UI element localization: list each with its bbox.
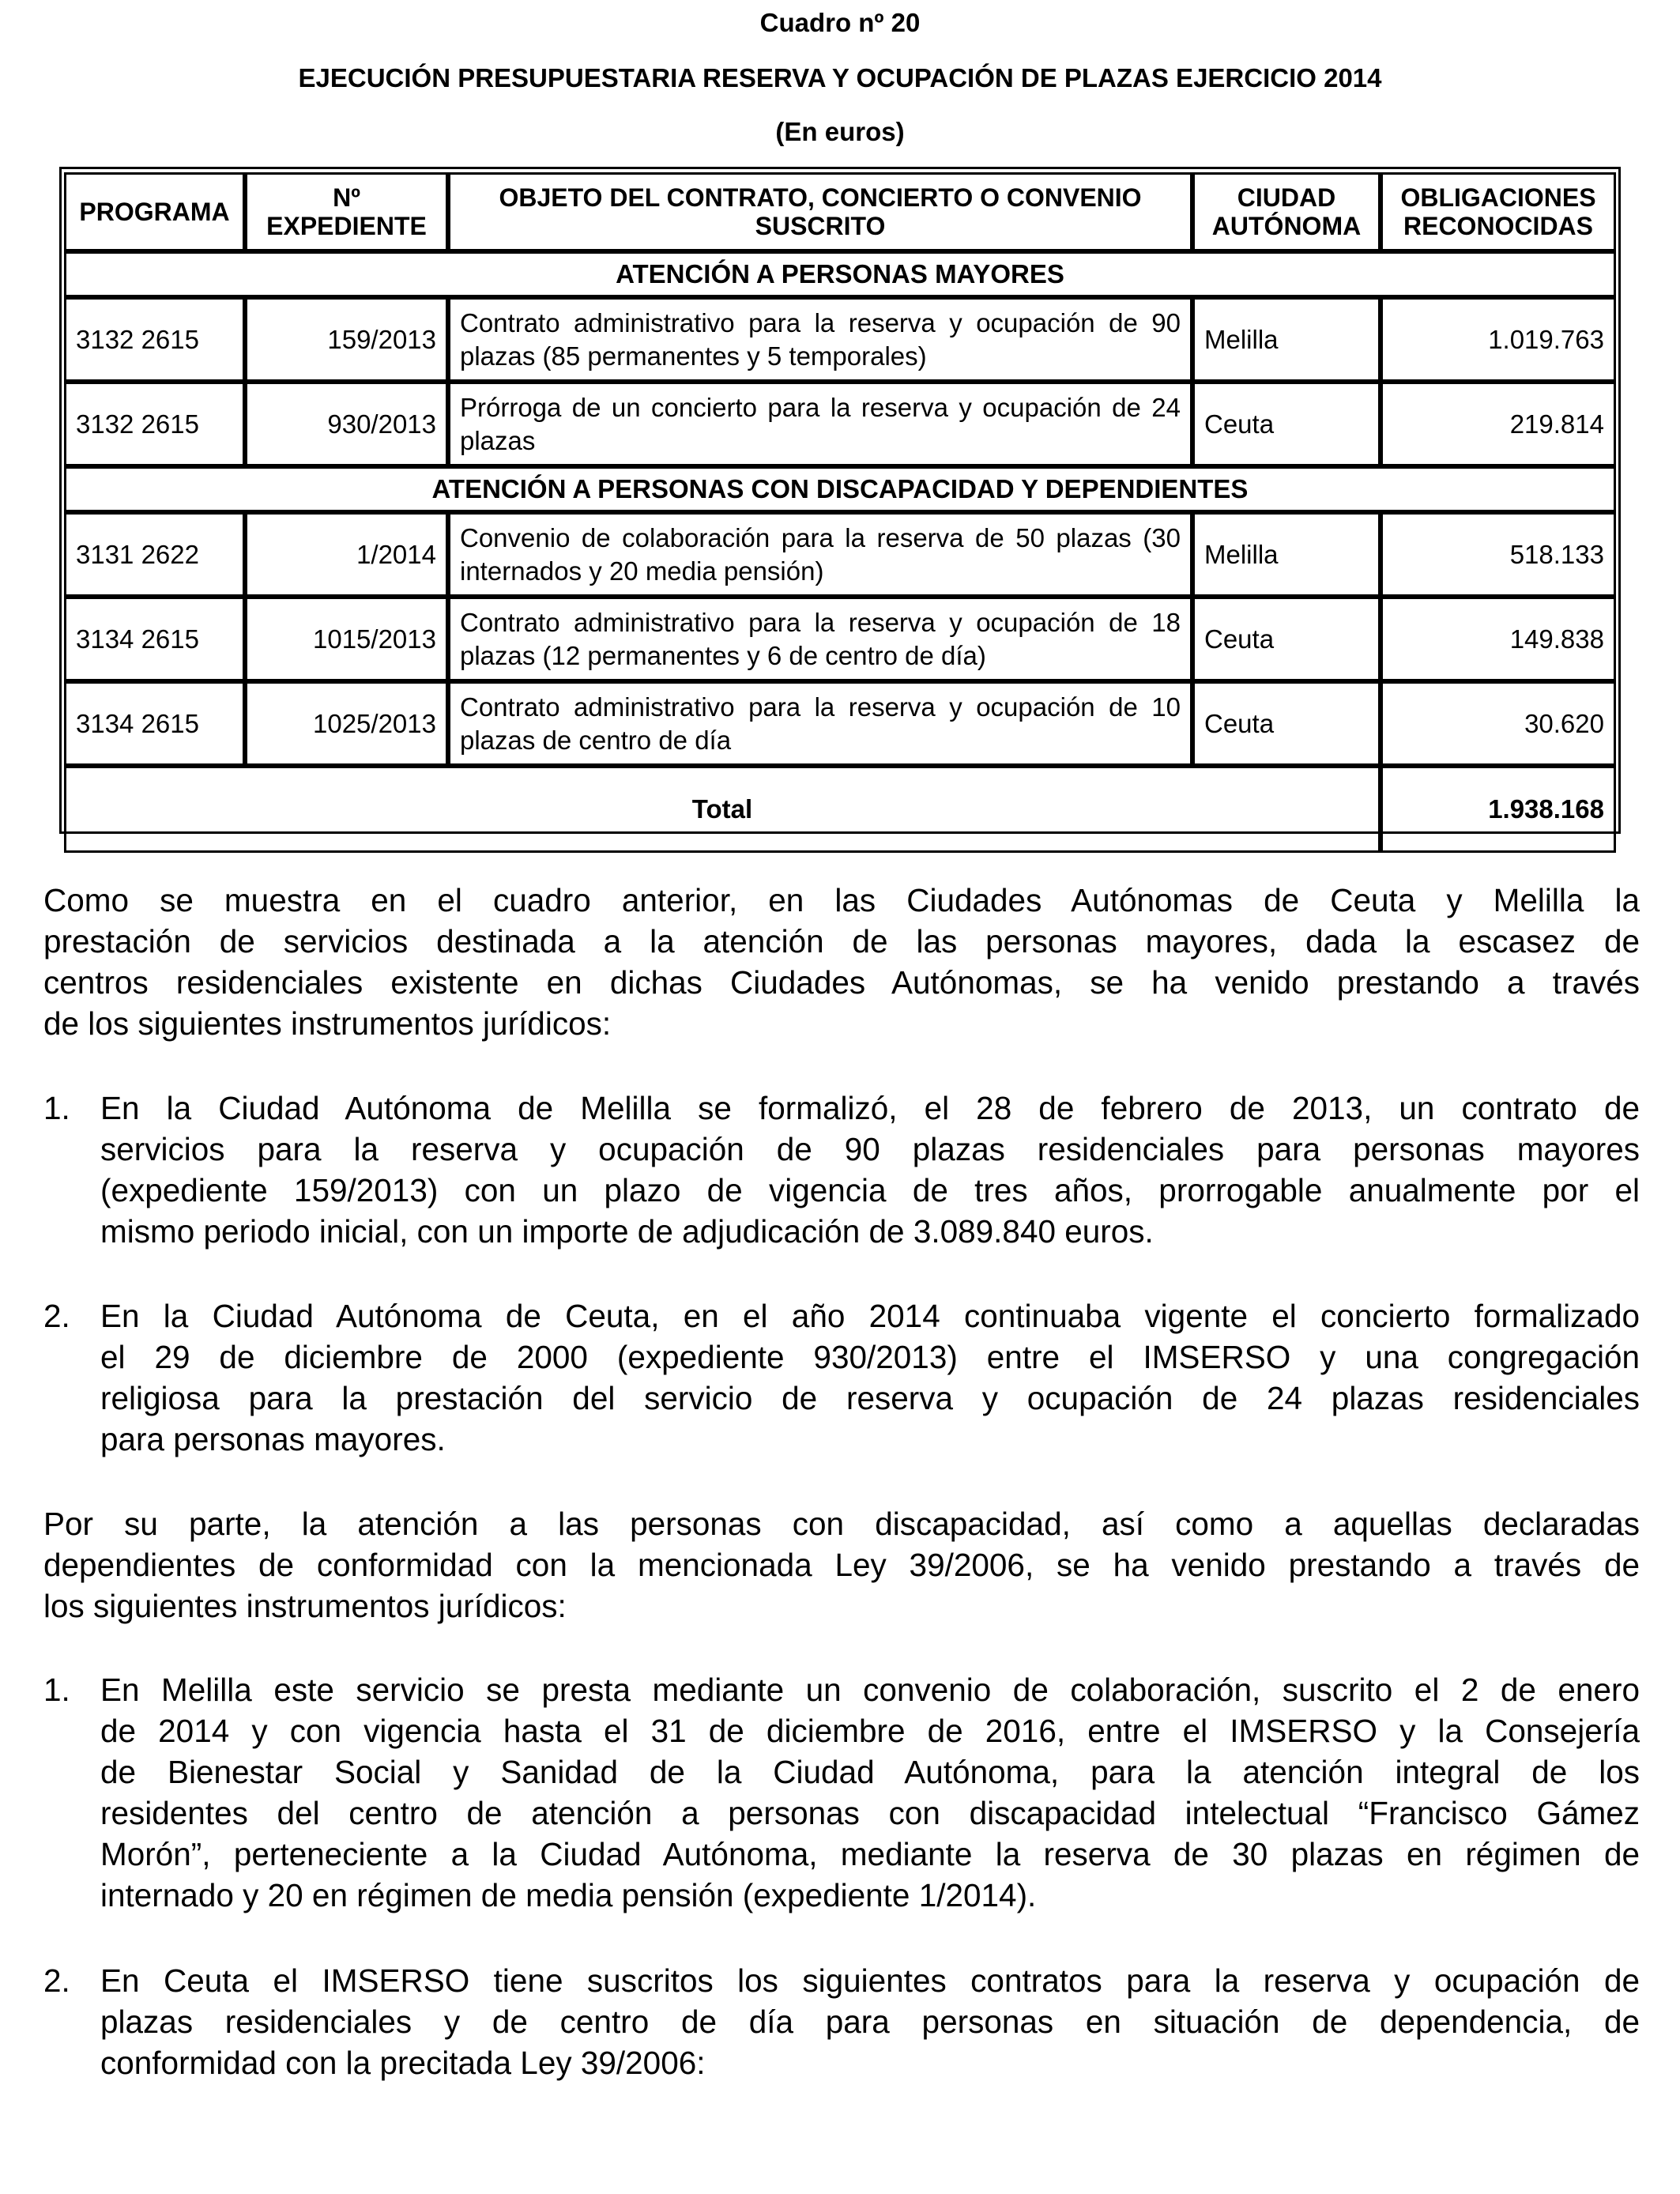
col-header-expediente: Nº EXPEDIENTE — [245, 172, 448, 251]
list-number: 1. — [43, 1672, 70, 1708]
list-item-text — [100, 1960, 1640, 2083]
table-row — [64, 512, 1616, 597]
text-line: de 2014 y con vigencia hasta el 31 de diciembre de 2016, entre el IMSERSO y la Consejería — [100, 1713, 1640, 1749]
text-line: Como se muestra en el cuadro anterior, en las Ciudades Autónomas de Ceuta y Melilla la — [43, 882, 1640, 918]
cell-programa: 3134 2615 — [64, 597, 245, 681]
col-header-obligaciones: OBLIGACIONES RECONOCIDAS — [1381, 172, 1616, 251]
text-line: los siguientes instrumentos jurídicos: — [43, 1588, 567, 1624]
text-line: mismo periodo inicial, con un importe de adjudicación de 3.089.840 euros. — [100, 1213, 1154, 1250]
text-line: internado y 20 en régimen de media pensión (expediente 1/2014). — [100, 1877, 1037, 1913]
table-caption: Cuadro nº 20 — [759, 8, 921, 37]
cell-programa: 3132 2615 — [64, 297, 245, 382]
cell-importe: 1.019.763 — [1381, 297, 1616, 382]
text-line: servicios para la reserva y ocupación de 90 plazas residenciales para personas mayores — [100, 1131, 1640, 1167]
table-units: (En euros) — [775, 117, 905, 146]
text-line: En Ceuta el IMSERSO tiene suscritos los siguientes contratos para la reserva y ocupación de — [100, 1962, 1640, 1999]
section-row-discapacidad — [64, 466, 1616, 512]
text-line: para personas mayores. — [100, 1421, 446, 1457]
section-title: ATENCIÓN A PERSONAS CON DISCAPACIDAD Y DEPENDIENTES — [64, 466, 1616, 512]
table-header-row — [64, 172, 1616, 251]
list-item-text — [100, 1669, 1640, 1916]
cell-importe: 518.133 — [1381, 512, 1616, 597]
list-number: 2. — [43, 1962, 70, 1999]
cell-ciudad: Ceuta — [1192, 382, 1381, 466]
cell-programa: 3131 2622 — [64, 512, 245, 597]
cell-programa: 3132 2615 — [64, 382, 245, 466]
cell-expediente: 159/2013 — [245, 297, 448, 382]
cell-programa: 3134 2615 — [64, 681, 245, 766]
text-line: (expediente 159/2013) con un plazo de vigencia de tres años, prorrogable anualmente por el — [100, 1172, 1640, 1208]
list-item-text — [100, 1295, 1640, 1460]
col-header-ciudad: CIUDAD AUTÓNOMA — [1192, 172, 1381, 251]
cell-expediente: 1025/2013 — [245, 681, 448, 766]
text-line: de los siguientes instrumentos jurídicos: — [43, 1005, 612, 1042]
col-header-programa: PROGRAMA — [64, 172, 245, 251]
text-line: residentes del centro de atención a personas con discapacidad intelectual “Francisco Gámez — [100, 1795, 1640, 1831]
table-row — [64, 681, 1616, 766]
cell-ciudad: Ceuta — [1192, 681, 1381, 766]
text-line: el 29 de diciembre de 2000 (expediente 930/2013) entre el IMSERSO y una congregación — [100, 1339, 1640, 1375]
text-line: de Bienestar Social y Sanidad de la Ciudad Autónoma, para la atención integral de los — [100, 1754, 1640, 1790]
cell-expediente: 930/2013 — [245, 382, 448, 466]
section-row-mayores — [64, 251, 1616, 297]
table-row — [64, 597, 1616, 681]
cell-importe: 30.620 — [1381, 681, 1616, 766]
text-line: dependientes de conformidad con la mencionada Ley 39/2006, se ha venido prestando a través de — [43, 1547, 1640, 1583]
list-number: 2. — [43, 1298, 70, 1334]
cell-expediente: 1/2014 — [245, 512, 448, 597]
text-line: En la Ciudad Autónoma de Melilla se formalizó, el 28 de febrero de 2013, un contrato de — [100, 1090, 1640, 1126]
cell-objeto: Contrato administrativo para la reserva y ocupación de 90 plazas (85 permanentes y 5 temporales) — [448, 297, 1192, 382]
intro-paragraph — [43, 880, 1640, 1044]
text-line: Por su parte, la atención a las personas con discapacidad, así como a aquellas declaradas — [43, 1506, 1640, 1542]
cell-importe: 219.814 — [1381, 382, 1616, 466]
total-value: 1.938.168 — [1381, 766, 1616, 853]
text-line: centros residenciales existente en dichas Ciudades Autónomas, se ha venido prestando a través — [43, 964, 1640, 1001]
text-line: conformidad con la precitada Ley 39/2006: — [100, 2045, 706, 2081]
budget-table — [64, 172, 1616, 853]
cell-ciudad: Melilla — [1192, 512, 1381, 597]
text-line: Morón”, perteneciente a la Ciudad Autónoma, mediante la reserva de 30 plazas en régimen de — [100, 1836, 1640, 1872]
text-line: religiosa para la prestación del servicio de reserva y ocupación de 24 plazas residenciales — [100, 1380, 1640, 1416]
text-line: En la Ciudad Autónoma de Ceuta, en el año 2014 continuaba vigente el concierto formalizado — [100, 1298, 1640, 1334]
text-line: plazas residenciales y de centro de día para personas en situación de dependencia, de — [100, 2004, 1640, 2040]
middle-paragraph — [43, 1503, 1640, 1627]
cell-objeto: Contrato administrativo para la reserva y ocupación de 10 plazas de centro de día — [448, 681, 1192, 766]
table-total-row — [64, 766, 1616, 853]
cell-importe: 149.838 — [1381, 597, 1616, 681]
list-item-text — [100, 1088, 1640, 1252]
cell-objeto: Prórroga de un concierto para la reserva y ocupación de 24 plazas — [448, 382, 1192, 466]
section-title: ATENCIÓN A PERSONAS MAYORES — [64, 251, 1616, 297]
cell-ciudad: Ceuta — [1192, 597, 1381, 681]
cell-objeto: Contrato administrativo para la reserva y ocupación de 18 plazas (12 permanentes y 6 de centro de día) — [448, 597, 1192, 681]
text-line: En Melilla este servicio se presta mediante un convenio de colaboración, suscrito el 2 de enero — [100, 1672, 1640, 1708]
table-title: EJECUCIÓN PRESUPUESTARIA RESERVA Y OCUPACIÓN DE PLAZAS EJERCICIO 2014 — [298, 63, 1382, 92]
text-line: prestación de servicios destinada a la atención de las personas mayores, dada la escasez de — [43, 923, 1640, 959]
col-header-objeto: OBJETO DEL CONTRATO, CONCIERTO O CONVENIO SUSCRITO — [448, 172, 1192, 251]
table-row — [64, 382, 1616, 466]
table-row — [64, 297, 1616, 382]
total-label: Total — [64, 766, 1381, 853]
cell-ciudad: Melilla — [1192, 297, 1381, 382]
list-number: 1. — [43, 1090, 70, 1126]
cell-objeto: Convenio de colaboración para la reserva de 50 plazas (30 internados y 20 media pensión) — [448, 512, 1192, 597]
cell-expediente: 1015/2013 — [245, 597, 448, 681]
